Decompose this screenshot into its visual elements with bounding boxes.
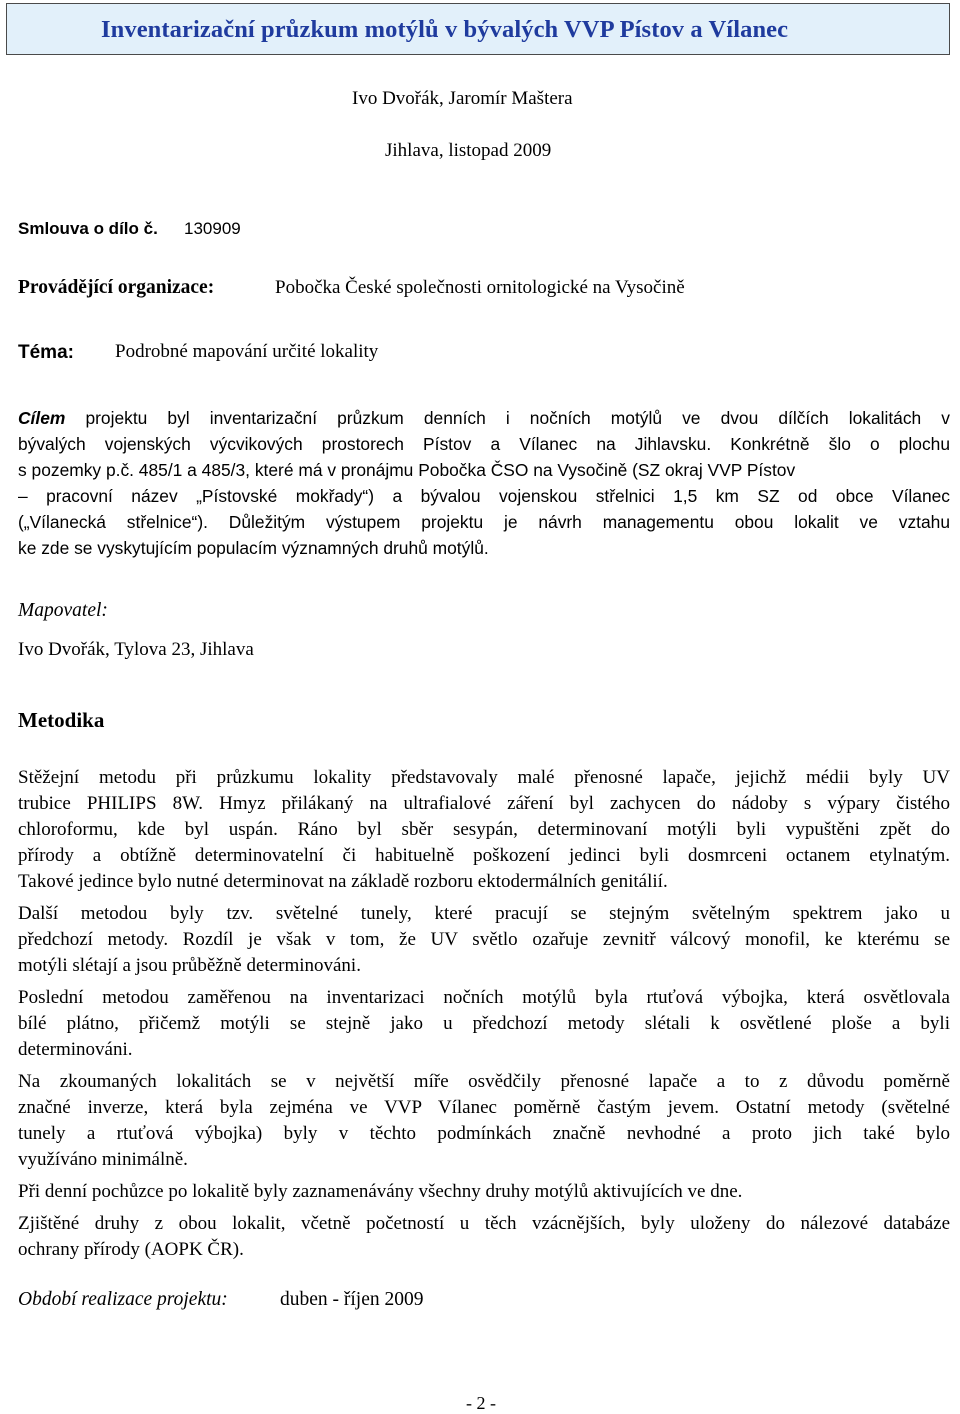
goal-line-3: s pozemky p.č. 485/1 a 485/3, které má v pronájmu Pobočka ČSO na Vysočině (SZ okraj VVP Pístov xyxy=(18,460,796,480)
methods-p5-line-1: Při denní pochůzce po lokalitě byly zaznamenávány všechny druhy motýlů aktivujících ve dne. xyxy=(18,1181,743,1202)
goal-line-4: – pracovní název „Pístovské mokřady“) a bývalou vojenskou střelnici 1,5 km SZ od obce Vílanec xyxy=(18,486,950,506)
methods-p1-line-5: Takové jedince bylo nutné determinovat na základě rozboru ektodermálních genitálií. xyxy=(18,871,668,892)
methods-p4-line-1: Na zkoumaných lokalitách se v největší míře osvědčily přenosné lapače a to z důvodu poměrně xyxy=(18,1071,950,1092)
methods-p4-line-2: značné inverze, která byla zejména ve VVP Vílanec poměrně častým jevem. Ostatní metody (světelné xyxy=(18,1097,950,1118)
topic-label: Téma: xyxy=(18,342,74,363)
topic-value: Podrobné mapování určité lokality xyxy=(115,341,379,362)
page-number: - 2 - xyxy=(466,1393,496,1413)
methods-p3-line-2: bílé plátno, přičemž motýli se stejně jako u předchozí metody slétali k osvětlené ploše a byli xyxy=(18,1013,950,1034)
period-label: Období realizace projektu: xyxy=(18,1289,228,1310)
organization-label: Provádějící organizace: xyxy=(18,277,215,298)
methods-p4-line-4: využíváno minimálně. xyxy=(18,1149,188,1170)
goal-line-1: Cílem projektu byl inventarizační průzkum denních i nočních motýlů ve dvou dílčích lokalitách v xyxy=(18,408,950,428)
goal-lead: Cílem xyxy=(18,408,66,428)
methods-p1-line-4: přírody a obtížně determinovatelní či habituelně poškození jedinci byli dosmrceni octanem etylnatým. xyxy=(18,845,950,866)
methods-p2-line-1: Další metodou byly tzv. světelné tunely, které pracují se stejným světelným spektrem jako u xyxy=(18,903,950,924)
place-date: Jihlava, listopad 2009 xyxy=(385,140,552,161)
methods-p3-line-3: determinováni. xyxy=(18,1039,133,1060)
authors: Ivo Dvořák, Jaromír Maštera xyxy=(352,88,573,109)
document-title: Inventarizační průzkum motýlů v bývalých VVP Pístov a Vílanec xyxy=(101,16,789,43)
goal-line-2: bývalých vojenských výcvikových prostorech Pístov a Vílanec na Jihlavsku. Konkrétně šlo o plochu xyxy=(18,434,950,454)
organization-value: Pobočka České společnosti ornitologické na Vysočině xyxy=(275,277,685,298)
methods-p2-line-2: předchozí metody. Rozdíl je však v tom, že UV světlo ozařuje zevnitř válcový monofil, ke kterému se xyxy=(18,929,950,950)
period-value: duben - říjen 2009 xyxy=(280,1289,424,1310)
mapper-value: Ivo Dvořák, Tylova 23, Jihlava xyxy=(18,639,254,660)
methods-p1-line-3: chloroformu, kde byl uspán. Ráno byl sběr sesypán, determinovaní motýli byli vypuštěni zpět do xyxy=(18,819,950,840)
methods-p6-line-1: Zjištěné druhy z obou lokalit, včetně početností u těch vzácnějších, byly uloženy do nálezové databáze xyxy=(18,1213,950,1234)
contract-number: 130909 xyxy=(184,219,241,238)
methods-p1-line-2: trubice PHILIPS 8W. Hmyz přilákaný na ultrafialové záření byl zachycen do nádoby s výpary čistého xyxy=(18,793,950,814)
mapper-label: Mapovatel: xyxy=(18,600,108,621)
goal-line-6: ke zde se vyskytujícím populacím významných druhů motýlů. xyxy=(18,538,489,558)
methods-p3-line-1: Poslední metodou zaměřenou na inventarizaci nočních motýlů byla rtuťová výbojka, která osvětlovala xyxy=(18,987,950,1008)
goal-line-5: („Vílanecká střelnice“). Důležitým výstupem projektu je návrh managementu obou lokalit ve vztahu xyxy=(18,512,950,532)
methods-p2-line-3: motýli slétají a jsou průběžně determinováni. xyxy=(18,955,361,976)
methods-heading: Metodika xyxy=(18,708,105,732)
methods-p6-line-2: ochrany přírody (AOPK ČR). xyxy=(18,1239,244,1260)
methods-p4-line-3: tunely a rtuťová výbojka) byly v těchto podmínkách značně nevhodné a proto jich také bylo xyxy=(18,1123,950,1144)
methods-p1-line-1: Stěžejní metodu při průzkumu lokality představovaly malé přenosné lapače, jejichž médii byly UV xyxy=(18,767,950,788)
contract-label: Smlouva o dílo č. xyxy=(18,219,158,238)
title-box xyxy=(6,3,950,55)
